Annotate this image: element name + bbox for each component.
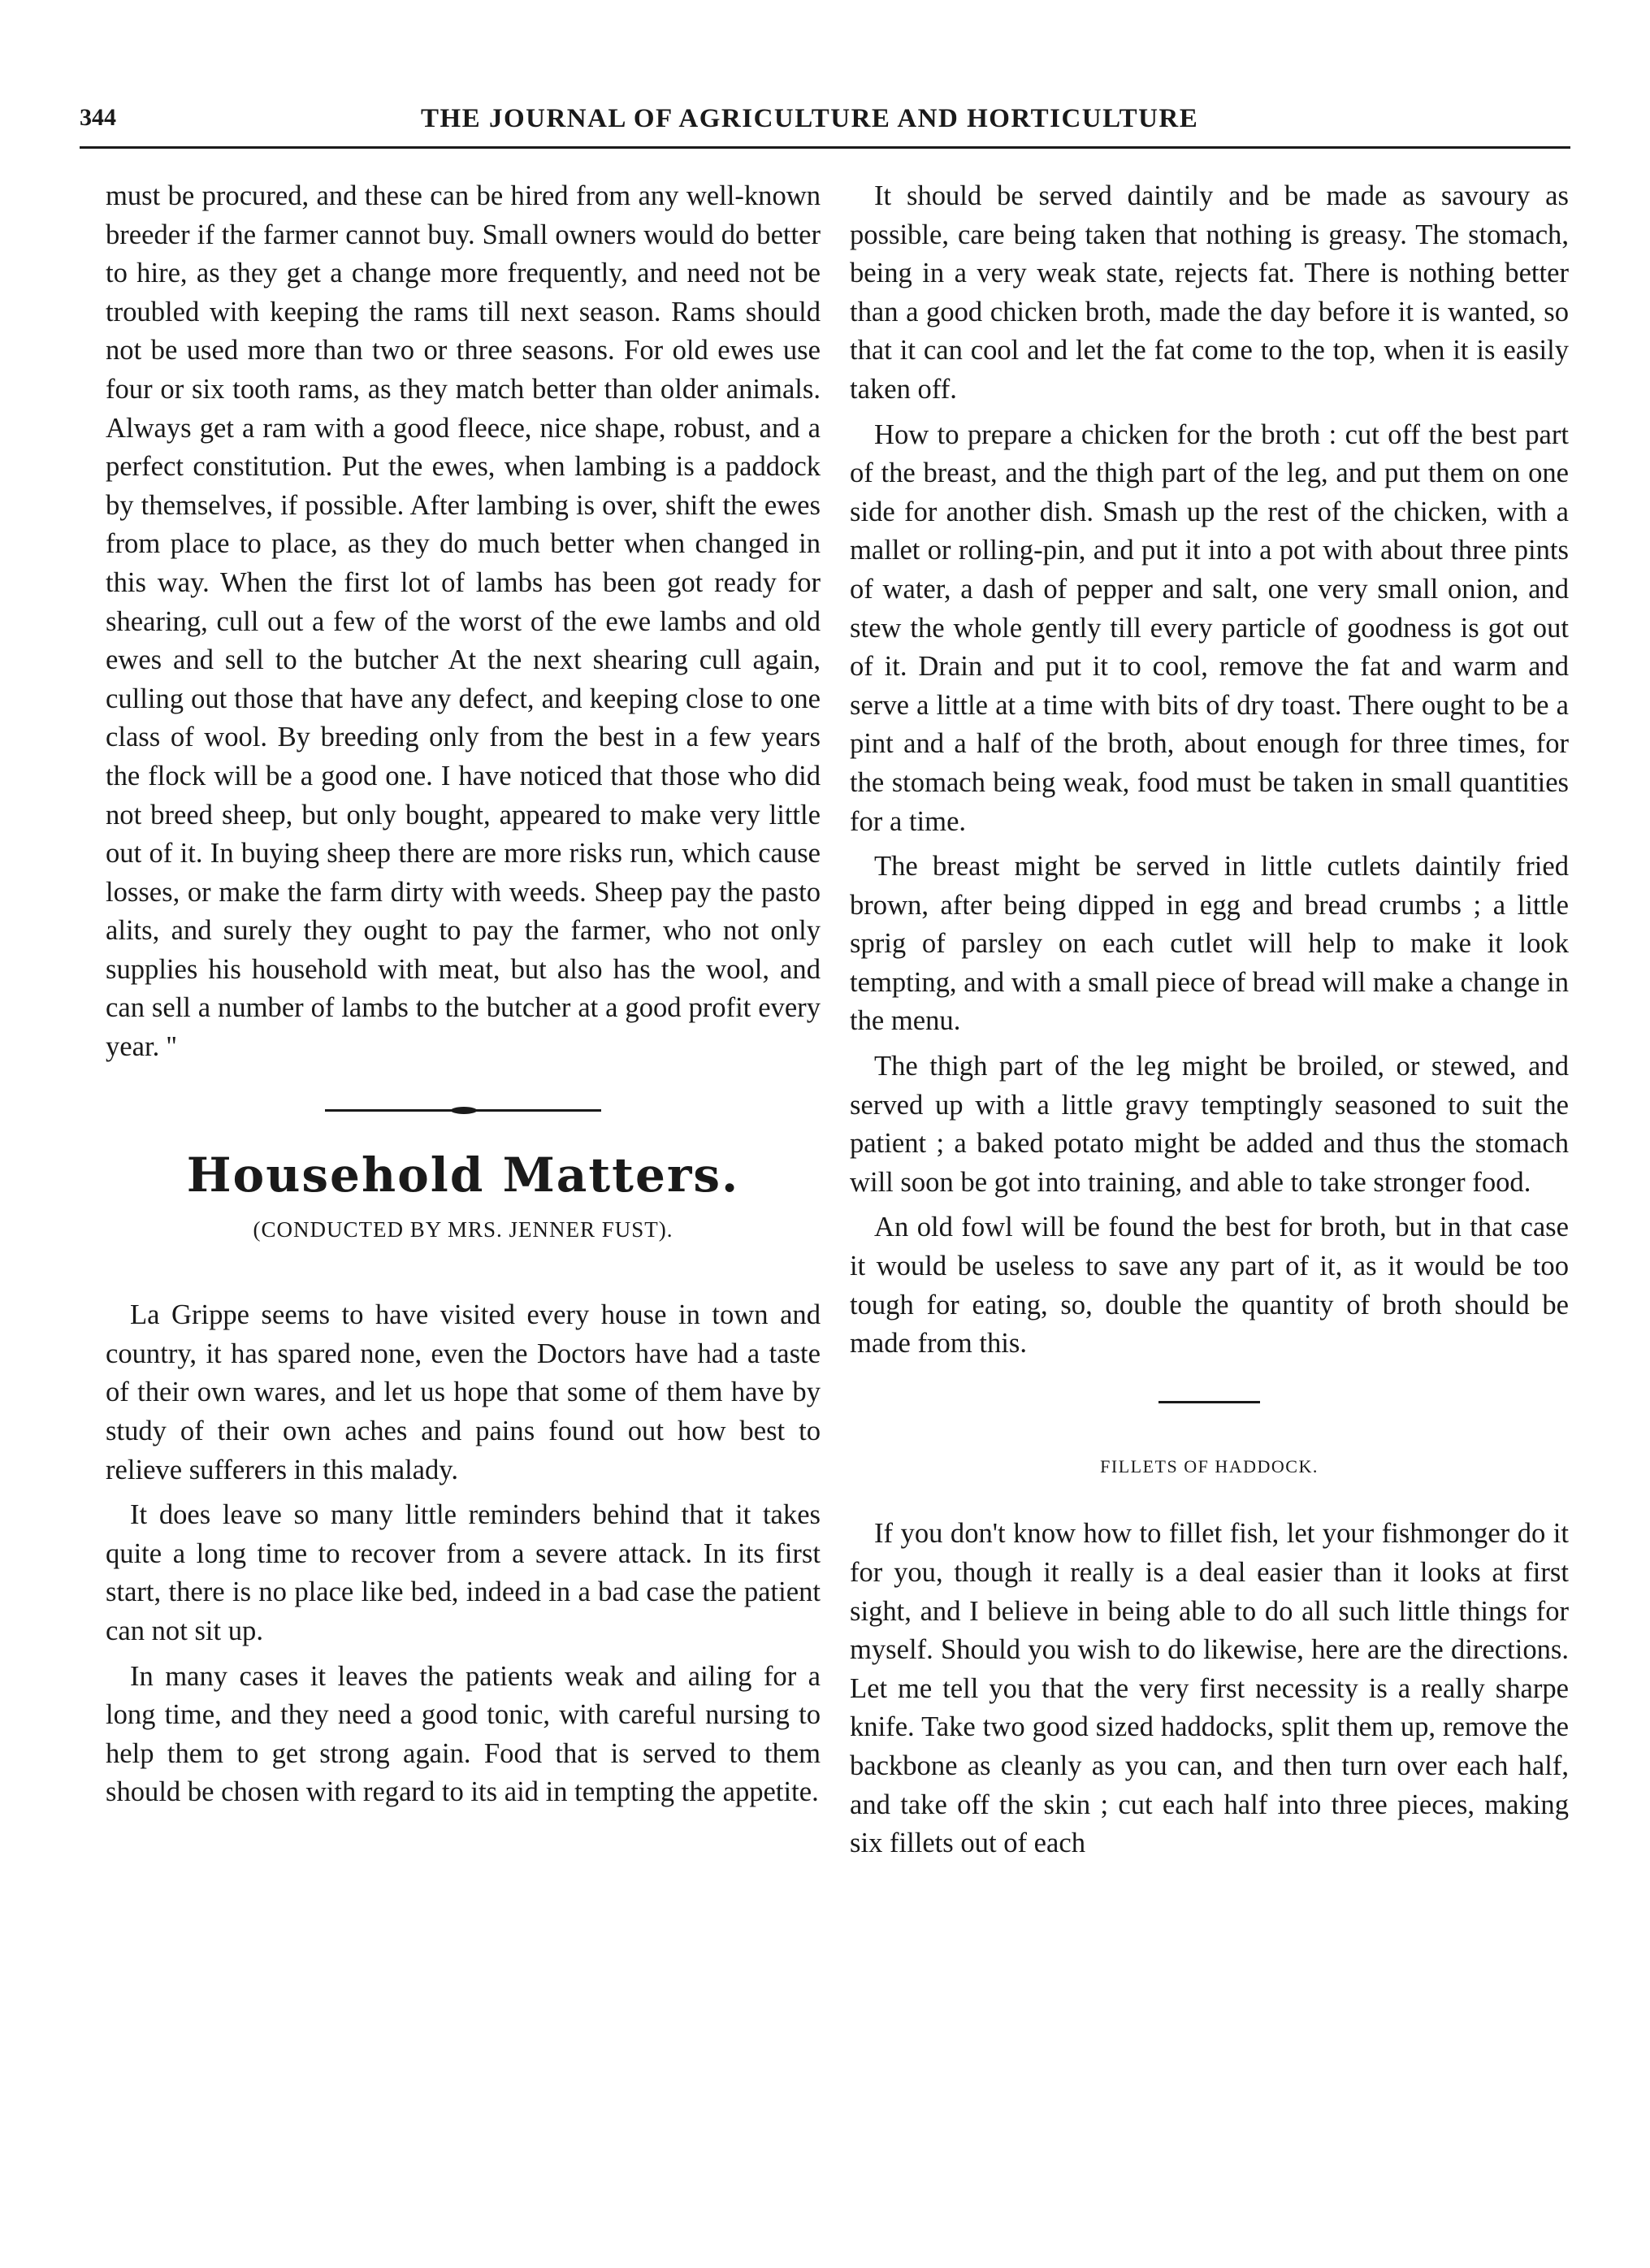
section-title: Household Matters. xyxy=(186,1147,740,1203)
page-header xyxy=(80,96,1566,153)
paragraph-reminders: It does leave so many little reminders behind that it takes quite a long time to recover from a severe attack. In its first start, there is no place like bed, indeed in a bad case the patient can not sit up. xyxy=(106,1499,821,1646)
continued-paragraph: must be procured, and these can be hired from any well-known breeder if the farmer cannot buy. Small owners would do better to hire, as they get a change more frequently, and need not be troubled with keeping the rams till next season. Rams should not be used more than two or three seasons. For old ewes use four or six tooth rams, as they match better than older animals. Always get a ram with a good fleece, nice shape, robust, and a perfect constitution. Put the ewes, when lambing is a paddock by themselves, if possible. After lambing is over, shift the ewes from place to place, as they do much better when changed in this way. When the first lot of lambs has been got ready for shearing, cull out a few of the worst of the ewe lambs and old ewes and sell to the butcher At the next shearing cull again, culling out those that have any defect, and keeping close to one class of wool. By breeding only from the best in a few years the flock will be a good one. I have noticed that those who did not breed sheep, but only bought, appeared to make very little out of it. In buying sheep there are more risks run, which cause losses, or make the farm dirty with weeds. Sheep pay the pasto alits, and surely they ought to pay the farmer, who not only supplies his household with meat, but also has the wool, and can sell a number of lambs to the butcher at a good profit every year. '' xyxy=(106,180,821,1063)
recipe-subheading: FILLETS OF HADDOCK. xyxy=(1100,1455,1319,1477)
header-rule xyxy=(80,146,1570,149)
paragraph-la-grippe: La Grippe seems to have visited every house in town and country, it has spared none, even the Doctors have had a taste of their own wares, and let us hope that some of them have by study of their own aches and pains found out how best to relieve sufferers in this malady. xyxy=(106,1299,821,1485)
section-subtitle: (CONDUCTED BY MRS. JENNER FUST). xyxy=(253,1216,673,1242)
paragraph-served-daintily: It should be served daintily and be made as savoury as possible, care being taken that nothing is greasy. The stomach, being in a very weak state, rejects fat. There is nothing better than a good chicken broth, made the day before it is wanted, so that it can cool and let the fat come to the top, when it is easily taken off. xyxy=(850,180,1569,405)
paragraph-breast-cutlets: The breast might be served in little cutlets daintily fried brown, after being dipped in egg and bread crumbs ; a little sprig of parsley on each cutlet will help to make it look tempting, and with a small piece of bread will make a change in the menu. xyxy=(850,851,1569,1037)
left-column xyxy=(106,177,821,1819)
paragraph-fillets: If you don't know how to fillet fish, let your fishmonger do it for you, though it really is a deal easier than it looks at first sight, and I believe in being able to do all such little things for myself. Should you wish to do likewise, here are the directions. Let me tell you that the very first necessity is a really sharpe knife. Take two good sized haddocks, split them up, remove the backbone as cleanly as you can, and then turn over each half, and take off the skin ; cut each half into three pieces, making six fillets out of each xyxy=(850,1518,1569,1859)
right-column xyxy=(850,177,1569,1870)
paragraph-tonic: In many cases it leaves the patients weak and ailing for a long time, and they need a good tonic, with careful nursing to help them to get strong again. Food that is served to them should be chosen with regard to its aid in tempting the appetite. xyxy=(106,1660,821,1808)
running-head: THE JOURNAL OF AGRICULTURE AND HORTICULTURE xyxy=(421,104,1199,133)
ornamental-divider xyxy=(325,1109,601,1112)
section-divider xyxy=(1158,1401,1260,1403)
paragraph-thigh: The thigh part of the leg might be broiled, or stewed, and served up with a little gravy temptingly seasoned to suit the patient ; a baked potato might be added and thus the stomach will soon be got into training, and able to take stronger food. xyxy=(850,1051,1569,1198)
paragraph-prepare-chicken: How to prepare a chicken for the broth : cut off the best part of the breast, and the thigh part of the leg, and put them on one side for another dish. Smash up the rest of the chicken, with a mallet or rolling-pin, and put it into a pot with about three pints of water, a dash of pepper and salt, one very small onion, and stew the whole gently till every particle of goodness is got out of it. Drain and put it to cool, remove the fat and warm and serve a little at a time with bits of dry toast. There ought to be a pint and a half of the broth, about enough for three times, for the stomach being weak, food must be taken in small quantities for a time. xyxy=(850,418,1569,837)
paragraph-old-fowl: An old fowl will be found the best for broth, but in that case it would be useless to save any part of it, as it would be too tough for eating, so, double the quantity of broth should be made from this. xyxy=(850,1212,1569,1359)
page-number: 344 xyxy=(80,104,116,131)
